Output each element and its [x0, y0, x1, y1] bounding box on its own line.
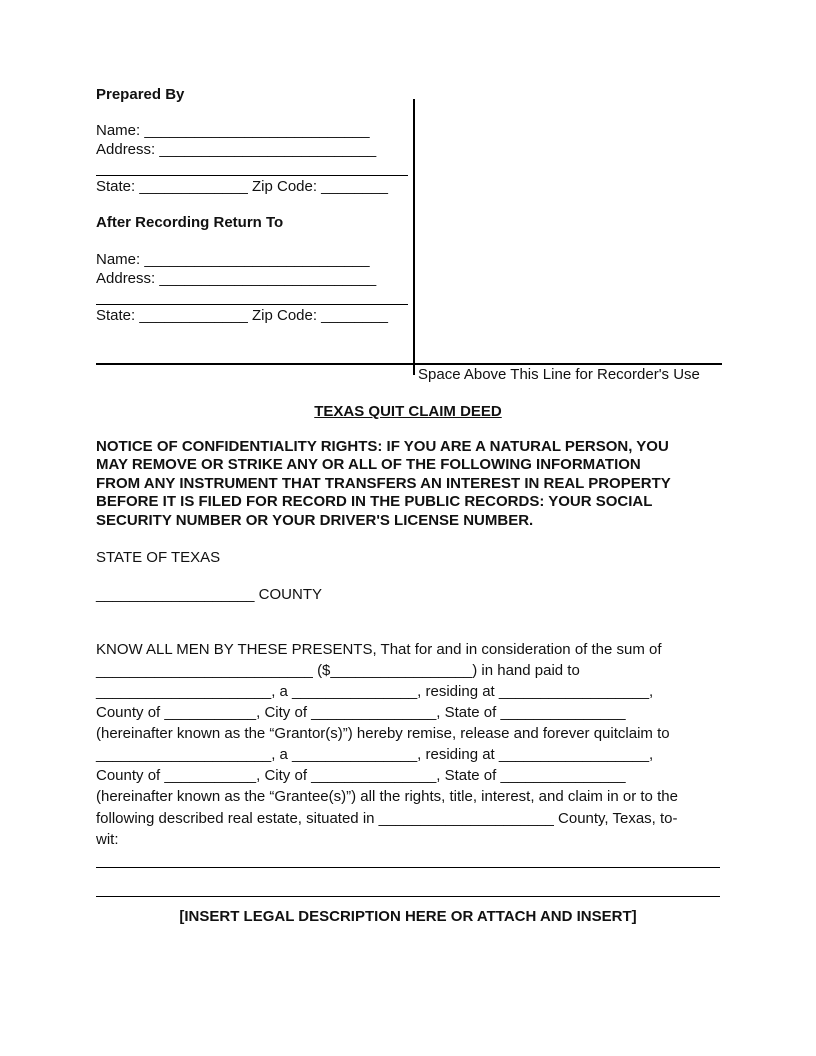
- prepared-by-address-line-2[interactable]: [96, 175, 408, 176]
- prepared-by-name-field[interactable]: Name: ___________________________: [96, 122, 370, 139]
- notice-line: BEFORE IT IS FILED FOR RECORD IN THE PUBLIC RECORDS: YOUR SOCIAL: [96, 493, 653, 511]
- notice-line: MAY REMOVE OR STRIKE ANY OR ALL OF THE FOLLOWING INFORMATION: [96, 456, 641, 474]
- grantee-location-field[interactable]: County of ___________, City of _______________, State of _______________: [96, 767, 626, 784]
- grantee-details-field[interactable]: _____________________, a _______________, residing at __________________,: [96, 746, 654, 763]
- body-line: wit:: [96, 831, 119, 848]
- property-county-field[interactable]: following described real estate, situated in _____________________ County, Texas, to-: [96, 810, 678, 827]
- prepared-by-state-zip-field[interactable]: State: _____________ Zip Code: ________: [96, 178, 388, 195]
- after-recording-name-field[interactable]: Name: ___________________________: [96, 251, 370, 268]
- prepared-by-heading: Prepared By: [96, 86, 185, 103]
- body-line: (hereinafter known as the “Grantee(s)”) all the rights, title, interest, and claim in or to the: [96, 788, 678, 805]
- notice-line: SECURITY NUMBER OR YOUR DRIVER'S LICENSE NUMBER.: [96, 511, 534, 529]
- consideration-amount-field[interactable]: __________________________ ($_________________) in hand paid to: [96, 662, 580, 679]
- recorder-space-note: Space Above This Line for Recorder's Use: [418, 366, 700, 383]
- after-recording-state-zip-field[interactable]: State: _____________ Zip Code: ________: [96, 307, 388, 324]
- notice-line: FROM ANY INSTRUMENT THAT TRANSFERS AN INTEREST IN REAL PROPERTY: [96, 474, 671, 492]
- legal-description-line-1[interactable]: [96, 867, 720, 868]
- notice-line: NOTICE OF CONFIDENTIALITY RIGHTS: IF YOU ARE A NATURAL PERSON, YOU: [96, 438, 669, 455]
- after-recording-address-line-2[interactable]: [96, 304, 408, 305]
- recorder-space-vertical-divider: [413, 99, 415, 375]
- after-recording-address-field[interactable]: Address: __________________________: [96, 270, 377, 287]
- grantor-details-field[interactable]: _____________________, a _______________, residing at __________________,: [96, 683, 654, 700]
- document-title: TEXAS QUIT CLAIM DEED: [314, 403, 502, 420]
- confidentiality-notice: [96, 438, 726, 530]
- legal-description-line-2[interactable]: [96, 896, 720, 897]
- recorder-space-horizontal-divider: [96, 363, 722, 365]
- legal-description-instruction: [INSERT LEGAL DESCRIPTION HERE OR ATTACH AND INSERT]: [179, 908, 637, 925]
- county-field[interactable]: ___________________ COUNTY: [96, 586, 323, 603]
- prepared-by-address-field[interactable]: Address: __________________________: [96, 141, 377, 158]
- grantor-location-field[interactable]: County of ___________, City of _______________, State of _______________: [96, 704, 626, 721]
- body-line: (hereinafter known as the “Grantor(s)”) hereby remise, release and forever quitclaim to: [96, 725, 670, 742]
- after-recording-heading: After Recording Return To: [96, 214, 284, 231]
- body-line: KNOW ALL MEN BY THESE PRESENTS, That for and in consideration of the sum of: [96, 641, 662, 658]
- state-of-texas-label: STATE OF TEXAS: [96, 549, 221, 566]
